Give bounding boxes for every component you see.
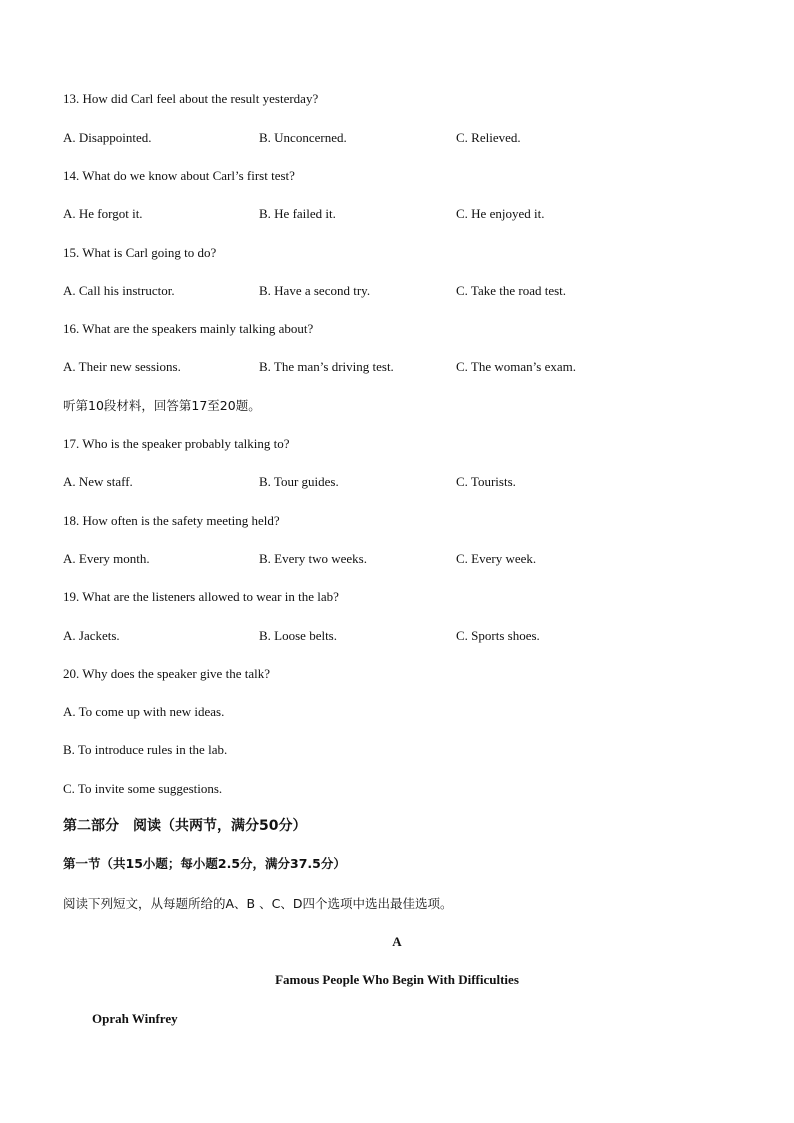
- question-14-option-c: C. He enjoyed it.: [456, 206, 545, 221]
- question-20-option-a: A. To come up with new ideas.: [63, 704, 225, 719]
- question-13-option-a: A. Disappointed.: [63, 130, 152, 145]
- question-13-option-c: C. Relieved.: [456, 130, 521, 145]
- question-14-stem: 14. What do we know about Carl’s first test?: [63, 168, 295, 183]
- question-14-option-a: A. He forgot it.: [63, 206, 143, 221]
- question-18-option-a: A. Every month.: [63, 551, 150, 566]
- part2-subtitle: 第一节（共15小题；每小题2.5分，满分37.5分）: [63, 856, 346, 871]
- question-16-option-a: A. Their new sessions.: [63, 359, 181, 374]
- question-14-option-b: B. He failed it.: [259, 206, 336, 221]
- question-20-stem: 20. Why does the speaker give the talk?: [63, 666, 270, 681]
- listening-section-instruction: 听第10段材料，回答第17至20题。: [63, 398, 261, 413]
- question-17-option-c: C. Tourists.: [456, 474, 516, 489]
- question-18-stem: 18. How often is the safety meeting held?: [63, 513, 280, 528]
- question-17-option-b: B. Tour guides.: [259, 474, 339, 489]
- question-15-option-b: B. Have a second try.: [259, 283, 371, 298]
- question-17-stem: 17. Who is the speaker probably talking to?: [63, 436, 290, 451]
- question-15-option-c: C. Take the road test.: [456, 283, 567, 298]
- question-16-option-c: C. The woman’s exam.: [456, 359, 576, 374]
- question-20-option-b: B. To introduce rules in the lab.: [63, 742, 228, 757]
- question-13-stem: 13. How did Carl feel about the result yesterday?: [63, 91, 319, 106]
- question-19-stem: 19. What are the listeners allowed to wear in the lab?: [63, 589, 339, 604]
- part2-instruction: 阅读下列短文，从每题所给的A、B 、C、D四个选项中选出最佳选项。: [63, 896, 453, 911]
- passage-letter: A: [392, 934, 402, 949]
- question-13-option-b: B. Unconcerned.: [259, 130, 347, 145]
- question-19-option-b: B. Loose belts.: [259, 628, 337, 643]
- passage-title: Famous People Who Begin With Difficulties: [275, 972, 519, 987]
- passage-subheading: Oprah Winfrey: [92, 1011, 178, 1026]
- question-18-option-b: B. Every two weeks.: [259, 551, 367, 566]
- question-19-option-c: C. Sports shoes.: [456, 628, 540, 643]
- question-19-option-a: A. Jackets.: [63, 628, 120, 643]
- question-16-stem: 16. What are the speakers mainly talking about?: [63, 321, 314, 336]
- question-15-stem: 15. What is Carl going to do?: [63, 245, 217, 260]
- question-18-option-c: C. Every week.: [456, 551, 537, 566]
- part2-title: 第二部分 阅读（共两节，满分50分）: [63, 818, 307, 834]
- question-20-option-c: C. To invite some suggestions.: [63, 781, 223, 796]
- question-17-option-a: A. New staff.: [63, 474, 133, 489]
- question-15-option-a: A. Call his instructor.: [63, 283, 175, 298]
- question-16-option-b: B. The man’s driving test.: [259, 359, 394, 374]
